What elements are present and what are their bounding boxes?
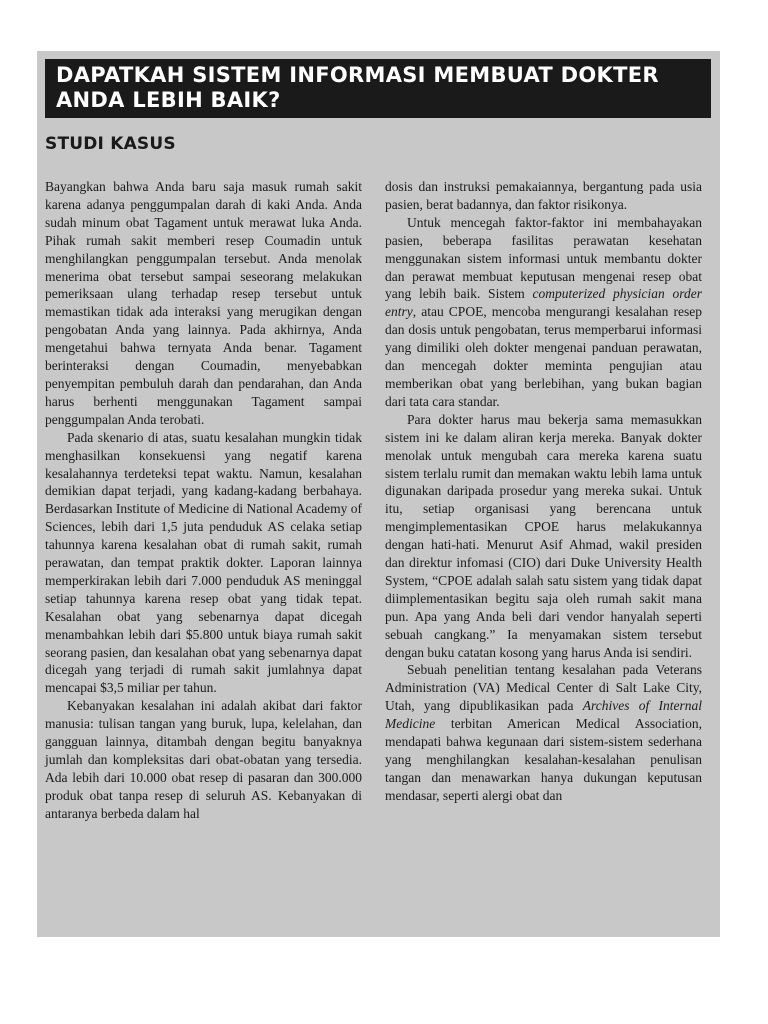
- text-run: terbitan American Medical Association, mendapati bahwa kegunaan dari sistem-sistem sederhana yang menghilangkan kesalahan-kesalahan penulisan tangan dan menawarkan hanya dukungan keputusan mendasar, seperti alergi obat dan: [385, 716, 702, 803]
- right-column: [385, 178, 702, 805]
- case-title-line-1: DAPATKAH SISTEM INFORMASI MEMBUAT DOKTER: [56, 63, 659, 87]
- paragraph: [385, 214, 702, 411]
- paragraph: [385, 661, 702, 804]
- text-run: Sebuah penelitian tentang kesalahan pada Veterans Administration (VA) Medical Center di Salt Lake City, Utah, yang dipublikasikan pada: [385, 662, 702, 714]
- text-run: Untuk mencegah faktor-faktor ini membahayakan pasien, beberapa fasilitas perawatan kesehatan menggunakan sistem informasi untuk membantu dokter dan perawat membuat keputusan mengenai resep obat yang lebih baik. Sistem: [385, 214, 702, 302]
- italic-title: Archives of Internal Medicine: [385, 698, 702, 732]
- case-study-panel: [37, 51, 720, 937]
- case-title-line-2: ANDA LEBIH BAIK?: [56, 88, 281, 112]
- section-label: STUDI KASUS: [45, 134, 176, 154]
- paragraph: Bayangkan bahwa Anda baru saja masuk rumah sakit karena adanya penggumpalan darah di kaki Anda. Anda sudah minum obat Tagament untuk merawat luka Anda. Pihak rumah sakit memberi resep Coumadin untuk menghilangkan penggumpalan tersebut. Anda menolak menerima obat tersebut sampai seseorang melakukan pemeriksaan ulang terhadap resep tersebut untuk memastikan tidak ada interaksi yang merugikan dengan pengobatan Anda yang lainnya. Pada akhirnya, Anda mengetahui bahwa ternyata Anda benar. Tagament berinteraksi dengan Coumadin, menyebabkan penyempitan pembuluh darah dan pendarahan, dan Anda harus berhenti menggunakan Tagament sampai penggumpalan Anda terobati.: [45, 179, 362, 427]
- left-column: [45, 178, 362, 823]
- title-bar: [45, 59, 711, 118]
- paragraph: dosis dan instruksi pemakaiannya, bergantung pada usia pasien, berat badannya, dan faktor risikonya.: [385, 179, 702, 212]
- paragraph: Para dokter harus mau bekerja sama memasukkan sistem ini ke dalam aliran kerja mereka. Banyak dokter menolak untuk mengubah cara mereka karena suatu sistem terlalu rumit dan memakan waktu lebih lama untuk digunakan daripada prosedur yang mereka sukai. Untuk itu, setiap organisasi yang berencana untuk mengimplementasikan CPOE harus melakukannya dengan hati-hati. Menurut Asif Ahmad, wakil presiden dan direktur infomasi (CIO) dari Duke University Health System, “CPOE adalah salah satu sistem yang tidak dapat diimplementasikan begitu saja oleh rumah sakit mana pun. Apa yang Anda beli dari vendor hanyalah seperti sebuah cangkang.” Ia menyamakan sistem tersebut dengan buku catatan kosong yang harus Anda isi sendiri.: [385, 411, 702, 660]
- italic-term: computerized physician order entry: [385, 286, 702, 320]
- paragraph: Pada skenario di atas, suatu kesalahan mungkin tidak menghasilkan konsekuensi yang negatif karena kesalahannya terdeteksi tepat waktu. Namun, kesalahan demikian dapat terjadi, yang kadang-kadang berbahaya. Berdasarkan Institute of Medicine di National Academy of Sciences, lebih dari 1,5 juta penduduk AS celaka setiap tahunnya karena kesalahan obat di rumah sakit, rumah perawatan, dan tempat praktik dokter. Laporan lainnya memperkirakan lebih dari 7.000 penduduk AS meninggal setiap tahunnya karena resep obat yang tidak tepat. Kesalahan obat yang sebenarnya dapat dicegah menambahkan lebih dari $5.800 untuk biaya rumah sakit seorang pasien, dan kesalahan obat yang sebenarnya dapat dicegah yang terjadi di rumah sakit jumlahnya dapat mencapai $3,5 miliar per tahun.: [45, 429, 362, 696]
- paragraph: Kebanyakan kesalahan ini adalah akibat dari faktor manusia: tulisan tangan yang buruk, lupa, kelelahan, dan gangguan lainnya, ditambah dengan begitu banyaknya jumlah dan kompleksitas dari obat-obatan yang tersedia. Ada lebih dari 10.000 obat resep di pasaran dan 300.000 produk obat tanpa resep di seluruh AS. Kebanyakan di antaranya berbeda dalam hal: [45, 698, 362, 821]
- text-run: , atau CPOE, mencoba mengurangi kesalahan resep dan dosis untuk pengobatan, terus memperbarui informasi yang dimiliki oleh dokter mengenai panduan perawatan, dan mencegah dokter meminta pengujian atau memberikan obat yang berlebihan, yang bukan bagian dari tata cara standar.: [385, 304, 702, 409]
